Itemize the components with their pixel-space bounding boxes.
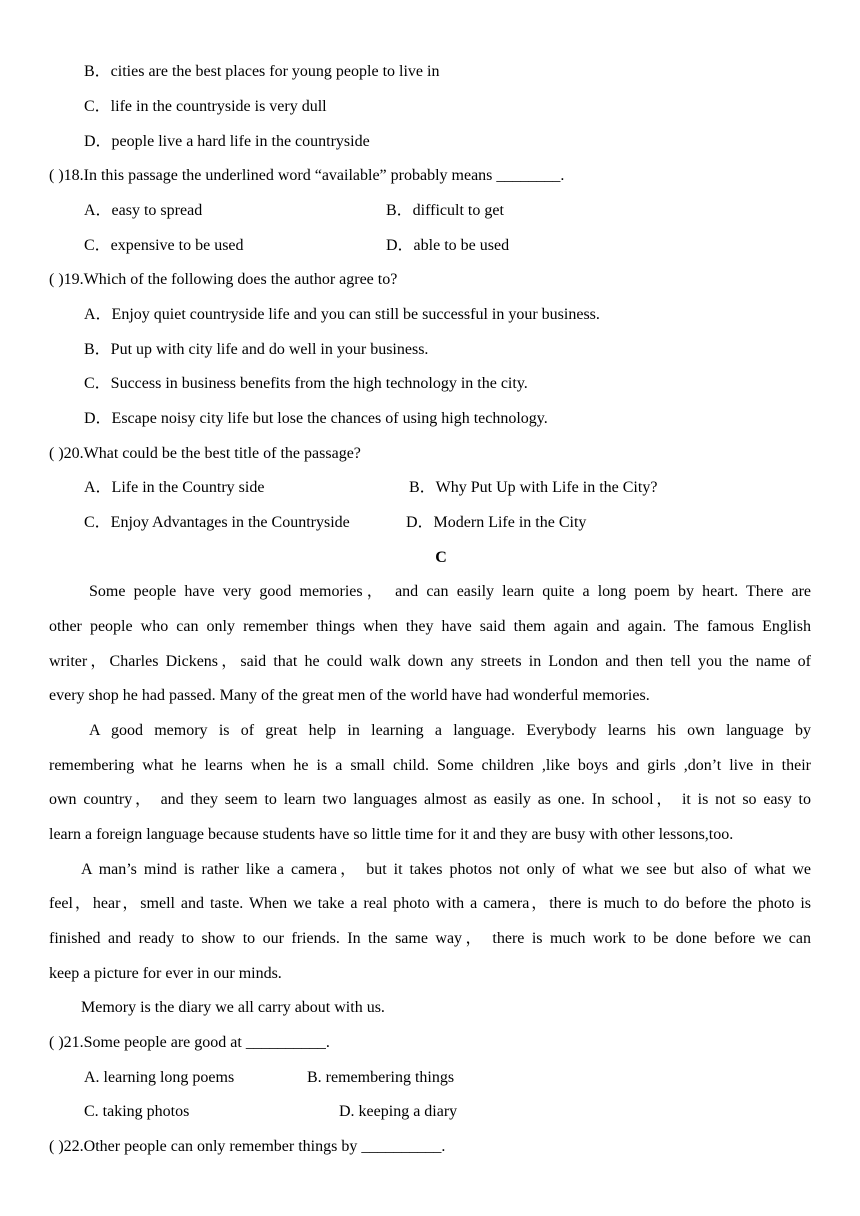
q19-option-b: B．Put up with city life and do well in your business. [84, 341, 429, 358]
q17-option-d: D．people live a hard life in the countryside [84, 133, 370, 150]
paragraph-4: Memory is the diary we all carry about with us. [81, 999, 385, 1016]
paragraph-2-line-3: own country， and they seem to learn two languages almost as easily as one. In school， it is not so easy to [49, 791, 811, 808]
q21-option-b: B. remembering things [307, 1069, 455, 1086]
paragraph-3-line-4: keep a picture for ever in our minds. [49, 965, 282, 982]
q20-option-b: B．Why Put Up with Life in the City? [409, 479, 658, 496]
paragraph-1-line-2: other people who can only remember things when they have said them again and again. The famous English [49, 618, 811, 635]
q21-option-d: D. keeping a diary [339, 1103, 458, 1120]
q20-stem: ( )20.What could be the best title of the passage? [49, 445, 361, 462]
q19-option-a: A．Enjoy quiet countryside life and you can still be successful in your business. [84, 306, 600, 323]
q18-option-d: D．able to be used [386, 237, 510, 254]
q20-option-d: D．Modern Life in the City [406, 514, 587, 531]
q22-stem: ( )22.Other people can only remember things by __________. [49, 1138, 446, 1155]
q18-stem: ( )18.In this passage the underlined word “available” probably means ________. [49, 167, 565, 184]
paragraph-3-line-2: feel，hear，smell and taste. When we take a real photo with a camera，there is much to do before the photo is [49, 895, 811, 912]
q20-option-c: C．Enjoy Advantages in the Countryside [84, 514, 350, 531]
q19-option-c: C．Success in business benefits from the high technology in the city. [84, 375, 528, 392]
paragraph-2-line-4: learn a foreign language because students have so little time for it and they are busy with other lessons,too. [49, 826, 734, 843]
paragraph-2-line-2: remembering what he learns when he is a small child. Some children ,like boys and girls ,don’t live in their [49, 757, 811, 774]
paragraph-3-line-1: A man’s mind is rather like a camera， but it takes photos not only of what we see but also of what we [81, 861, 811, 878]
q21-option-c: C. taking photos [84, 1103, 190, 1120]
q21-option-a: A. learning long poems [84, 1069, 235, 1086]
q21-stem: ( )21.Some people are good at __________. [49, 1034, 330, 1051]
paragraph-1-line-1: Some people have very good memories， and can easily learn quite a long poem by heart. There are [89, 583, 811, 600]
paragraph-1-line-4: every shop he had passed. Many of the great men of the world have had wonderful memories. [49, 687, 650, 704]
paragraph-1-line-3: writer，Charles Dickens，said that he could walk down any streets in London and then tell you the name of [49, 653, 811, 670]
q17-option-c: C．life in the countryside is very dull [84, 98, 327, 115]
q18-option-c: C．expensive to be used [84, 237, 244, 254]
q17-option-b: B．cities are the best places for young people to live in [84, 63, 440, 80]
q20-option-a: A．Life in the Country side [84, 479, 265, 496]
paragraph-2-line-1: A good memory is of great help in learning a language. Everybody learns his own language by [89, 722, 811, 739]
q19-option-d: D．Escape noisy city life but lose the chances of using high technology. [84, 410, 548, 427]
q18-option-a: A．easy to spread [84, 202, 203, 219]
paragraph-3-line-3: finished and ready to show to our friends. In the same way， there is much work to be done before we can [49, 930, 811, 947]
q19-stem: ( )19.Which of the following does the author agree to? [49, 271, 398, 288]
section-heading: C [435, 549, 447, 566]
q18-option-b: B．difficult to get [386, 202, 504, 219]
